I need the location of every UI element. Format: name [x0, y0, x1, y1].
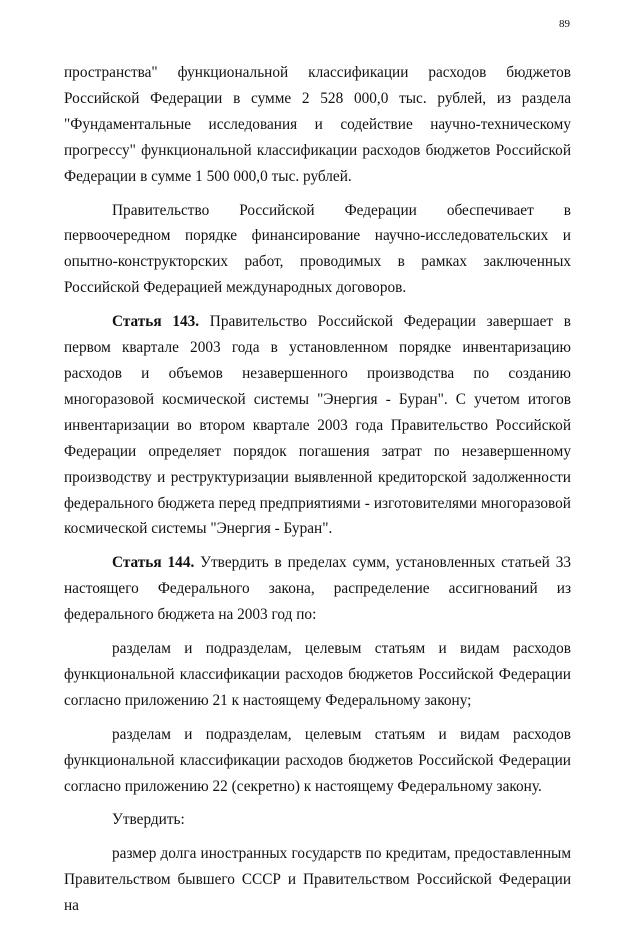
article-143-heading: Статья 143. — [112, 313, 200, 331]
paragraph-government-provides: Правительство Российской Федерации обеспечивает в первоочередном порядке финансирование научно-исследовательских и опытно-конструкторских работ, проводимых в рамках заключенных Российской Федерацией международных договоров. — [64, 201, 571, 297]
paragraph-continuation: пространства" функциональной классификации расходов бюджетов Российской Федерации в сумме 2 528 000,0 тыс. рублей, из раздела "Фундаментальные исследования и содействие научно-техническому прогрессу" функциональной классификации расходов бюджетов Российской Федерации в сумме 1 500 000,0 тыс. рублей. — [64, 64, 571, 185]
paragraph-foreign-debt: размер долга иностранных государств по кредитам, предоставленным Правительством бывшего СССР и Правительством Российской Федерации на — [64, 845, 571, 915]
page-number: 89 — [559, 18, 570, 30]
document-body — [64, 60, 571, 927]
article-144-text: Утвердить в пределах сумм, установленных статьей 33 настоящего Федерального закона, распределение ассигнований из федерального бюджета на 2003 год по: — [64, 554, 571, 624]
article-143 — [64, 309, 571, 542]
paragraph-approve: Утвердить: — [112, 811, 185, 829]
article-144-heading: Статья 144. — [112, 554, 195, 572]
list-item-appendix-21: разделам и подразделам, целевым статьям и видам расходов функциональной классификации расходов бюджетов Российской Федерации согласно приложению 21 к настоящему Федеральному закону; — [64, 640, 571, 709]
article-144 — [64, 550, 571, 628]
article-143-text: Правительство Российской Федерации завершает в первом квартале 2003 года в установленном порядке инвентаризацию расходов и объемов незавершенного производства по созданию многоразовой космической системы "Энергия - Буран". С учетом итогов инвентаризации во втором квартале 2003 года Правительство Российской Федерации определяет порядок погашения затрат по незавершенному производству и реструктуризации выявленной кредиторской задолженности федерального бюджета перед предприятиями - изготовителями многоразовой космической системы "Энергия - Буран". — [64, 313, 571, 538]
list-item-appendix-22: разделам и подразделам, целевым статьям и видам расходов функциональной классификации расходов бюджетов Российской Федерации согласно приложению 22 (секретно) к настоящему Федеральному закону. — [64, 725, 571, 795]
